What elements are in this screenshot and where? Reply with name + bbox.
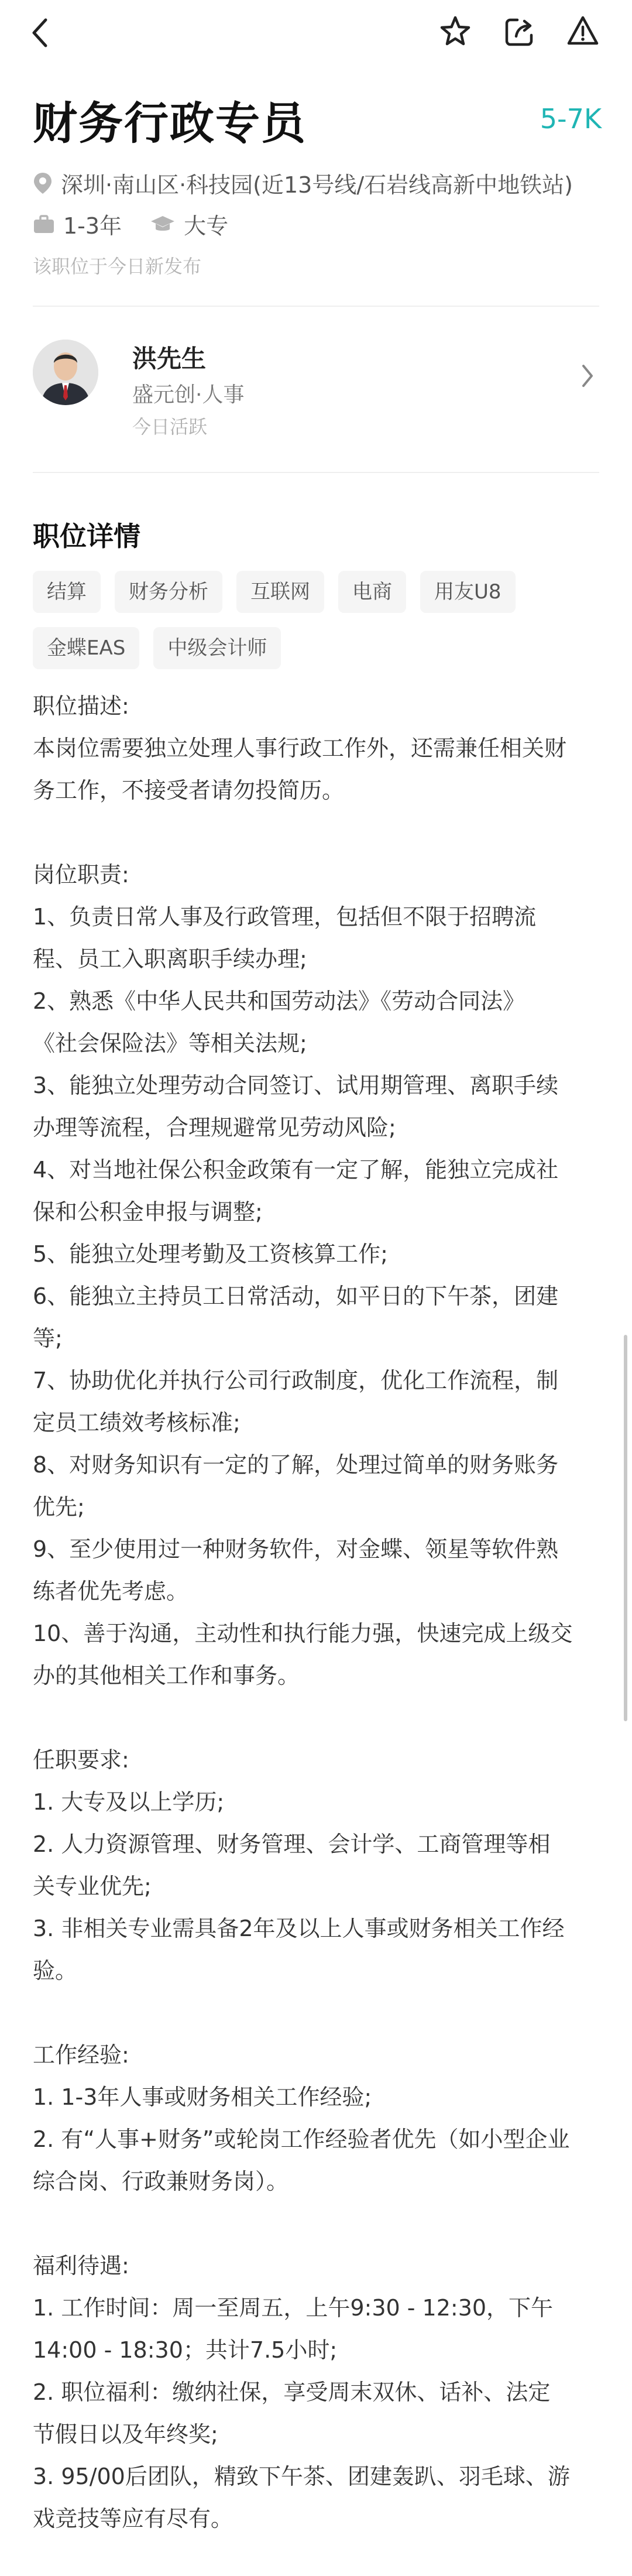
- job-description: [33, 685, 599, 2540]
- description-line: 练者优先考虑。: [33, 1578, 189, 1604]
- description-line: 3、能独立处理劳动合同签订、试用期管理、离职手续: [33, 1073, 559, 1098]
- description-line: 优先;: [33, 1494, 85, 1520]
- job-location-row[interactable]: [33, 167, 573, 199]
- paragraph-gap: [33, 1697, 599, 1739]
- warning-icon[interactable]: [565, 14, 600, 49]
- description-line: 1、负责日常人事及行政管理，包括但不限于招聘流: [33, 904, 537, 930]
- description-line: 工作经验:: [33, 2042, 129, 2068]
- scrollbar[interactable]: [624, 1335, 627, 1721]
- job-location: 深圳·南山区·科技园(近13号线/石岩线高新中地铁站): [61, 172, 573, 198]
- share-icon[interactable]: [502, 14, 537, 49]
- paragraph-gap: [33, 1992, 599, 2034]
- description-line: 1. 工作时间：周一至周五，上午9:30 - 12:30，下午: [33, 2295, 554, 2321]
- section-title: 职位详情: [33, 520, 140, 552]
- recruiter-card[interactable]: [33, 340, 599, 438]
- description-line: 务工作，不接受者请勿投简历。: [33, 777, 345, 803]
- description-line: 定员工绩效考核标准;: [33, 1410, 241, 1436]
- recruiter-status: 今日活跃: [132, 416, 208, 438]
- description-line: 验。: [33, 1958, 78, 1984]
- chevron-left-icon[interactable]: [28, 16, 51, 49]
- divider: [33, 306, 599, 307]
- skill-tag: 结算: [33, 571, 101, 613]
- description-line: 2. 人力资源管理、财务管理、会计学、工商管理等相: [33, 1831, 551, 1857]
- description-line: 保和公积金申报与调整;: [33, 1199, 263, 1225]
- skill-tag: 财务分析: [115, 571, 222, 613]
- description-line: 2、熟悉《中华人民共和国劳动法》《劳动合同法》: [33, 988, 525, 1014]
- description-line: 岗位职责:: [33, 862, 129, 888]
- skill-tag: 电商: [338, 571, 406, 613]
- posted-note: 该职位于今日新发布: [33, 255, 202, 278]
- avatar: [33, 340, 98, 405]
- description-line: 《社会保险法》等相关法规;: [33, 1030, 307, 1056]
- description-line: 关专业优先;: [33, 1873, 152, 1899]
- skill-tags: [33, 571, 599, 669]
- description-line: 2. 职位福利：缴纳社保，享受周末双休、话补、法定: [33, 2379, 551, 2405]
- paragraph-gap: [33, 2202, 599, 2245]
- description-line: 综合岗、行政兼财务岗）。: [33, 2169, 289, 2194]
- description-line: 节假日以及年终奖;: [33, 2421, 218, 2447]
- description-line: 9、至少使用过一种财务软件，对金蝶、领星等软件熟: [33, 1536, 559, 1562]
- description-line: 戏竞技等应有尽有。: [33, 2506, 233, 2532]
- skill-tag: 用友U8: [420, 571, 516, 613]
- description-line: 8、对财务知识有一定的了解，处理过简单的财务账务: [33, 1452, 559, 1478]
- recruiter-name: 洪先生: [132, 344, 207, 373]
- divider: [33, 472, 599, 473]
- description-line: 1. 1-3年人事或财务相关工作经验;: [33, 2084, 372, 2110]
- job-title: 财务行政专员: [33, 97, 307, 149]
- description-line: 福利待遇:: [33, 2253, 129, 2279]
- graduation-cap-icon: [150, 214, 176, 234]
- description-line: 4、对当地社保公积金政策有一定了解，能独立完成社: [33, 1157, 559, 1183]
- description-line: 1. 大专及以上学历;: [33, 1789, 225, 1815]
- description-line: 14:00 - 18:30；共计7.5小时;: [33, 2337, 338, 2363]
- description-line: 任职要求:: [33, 1747, 129, 1773]
- chevron-right-icon[interactable]: [581, 363, 595, 389]
- briefcase-icon: [33, 214, 55, 234]
- job-requirements-row: [33, 208, 228, 240]
- description-line: 职位描述:: [33, 693, 129, 719]
- paragraph-gap: [33, 811, 599, 854]
- skill-tag: 互联网: [236, 571, 324, 613]
- description-line: 7、协助优化并执行公司行政制度，优化工作流程，制: [33, 1368, 559, 1393]
- description-line: 本岗位需要独立处理人事行政工作外，还需兼任相关财: [33, 735, 567, 761]
- description-line: 2. 有“人事+财务”或轮岗工作经验者优先（如小型企业: [33, 2126, 570, 2152]
- education-requirement: 大专: [184, 213, 229, 239]
- description-line: 办理等流程，合理规避常见劳动风险;: [33, 1115, 396, 1140]
- description-line: 6、能独立主持员工日常活动，如平日的下午茶，团建: [33, 1283, 559, 1309]
- description-line: 等;: [33, 1325, 63, 1351]
- recruiter-company: 盛元创·人事: [132, 383, 245, 407]
- description-line: 办的其他相关工作和事务。: [33, 1663, 300, 1688]
- star-icon[interactable]: [438, 14, 473, 49]
- description-line: 3. 95/00后团队，精致下午茶、团建轰趴、羽毛球、游: [33, 2464, 570, 2489]
- skill-tag: 中级会计师: [153, 627, 281, 669]
- description-line: 10、善于沟通，主动性和执行能力强，快速完成上级交: [33, 1621, 573, 1646]
- experience-requirement: 1-3年: [63, 213, 122, 239]
- top-bar: [0, 0, 632, 64]
- description-line: 5、能独立处理考勤及工资核算工作;: [33, 1241, 388, 1267]
- location-pin-icon: [33, 172, 53, 195]
- skill-tag: 金蝶EAS: [33, 627, 139, 669]
- salary-range: 5-7K: [540, 103, 602, 135]
- description-line: 程、员工入职离职手续办理;: [33, 946, 307, 972]
- description-line: 3. 非相关专业需具备2年及以上人事或财务相关工作经: [33, 1916, 565, 1941]
